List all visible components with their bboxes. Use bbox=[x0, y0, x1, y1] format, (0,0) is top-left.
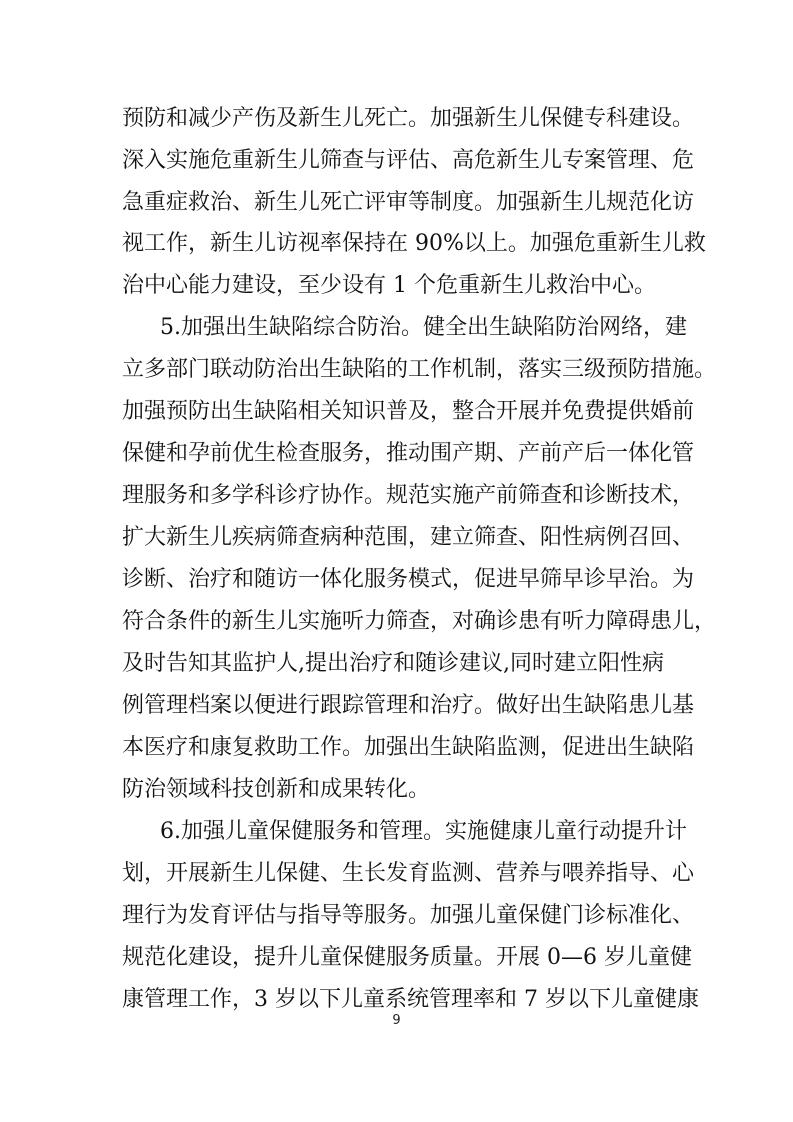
text-line-content: 6.加强儿童保健服务和管理。实施健康儿童行动提升计 bbox=[160, 819, 687, 844]
text-line bbox=[0, 604, 793, 640]
text-line bbox=[0, 772, 793, 808]
text-line bbox=[0, 436, 793, 472]
text-line bbox=[0, 562, 793, 598]
text-line bbox=[0, 310, 793, 346]
text-line bbox=[0, 814, 793, 850]
text-line-content: 例管理档案以便进行跟踪管理和治疗。做好出生缺陷患儿基 bbox=[122, 693, 695, 718]
text-line bbox=[0, 352, 793, 388]
text-line bbox=[0, 688, 793, 724]
text-line bbox=[0, 143, 793, 179]
text-line-content: 视工作，新生儿访视率保持在 90%以上。加强危重新生儿救 bbox=[122, 231, 706, 256]
text-line bbox=[0, 856, 793, 892]
text-line-content: 治中心能力建设，至少设有 1 个危重新生儿救治中心。 bbox=[122, 273, 656, 298]
text-line-content: 理服务和多学科诊疗协作。规范实施产前筛查和诊断技术， bbox=[122, 483, 695, 508]
text-line-content: 5.加强出生缺陷综合防治。健全出生缺陷防治网络，建 bbox=[160, 315, 687, 340]
text-line-content: 防治领域科技创新和成果转化。 bbox=[122, 777, 431, 802]
text-line bbox=[0, 226, 793, 262]
page-number: 9 bbox=[392, 1013, 401, 1028]
text-line-content: 本医疗和康复救助工作。加强出生缺陷监测，促进出生缺陷 bbox=[122, 735, 695, 760]
text-line bbox=[0, 478, 793, 514]
text-line bbox=[0, 898, 793, 934]
text-line bbox=[0, 730, 793, 766]
text-line-content: 康管理工作，3 岁以下儿童系统管理率和 7 岁以下儿童健康 bbox=[122, 987, 699, 1012]
text-line-content: 扩大新生儿疾病筛查病种范围，建立筛查、阳性病例召回、 bbox=[122, 525, 695, 550]
text-line-content: 划，开展新生儿保健、生长发育监测、营养与喂养指导、心 bbox=[122, 861, 695, 886]
text-line-content: 加强预防出生缺陷相关知识普及，整合开展并免费提供婚前 bbox=[122, 399, 695, 424]
text-line-content: 诊断、治疗和随访一体化服务模式，促进早筛早诊早治。为 bbox=[122, 567, 695, 592]
text-line bbox=[0, 268, 793, 304]
text-line bbox=[0, 101, 793, 137]
text-line-content: 急重症救治、新生儿死亡评审等制度。加强新生儿规范化访 bbox=[122, 190, 695, 215]
text-line-content: 预防和减少产伤及新生儿死亡。加强新生儿保健专科建设。 bbox=[122, 106, 695, 131]
text-line-content: 及时告知其监护人,提出治疗和随诊建议,同时建立阳性病 bbox=[122, 651, 664, 676]
text-line bbox=[0, 394, 793, 430]
text-line-content: 符合条件的新生儿实施听力筛查，对确诊患有听力障碍患儿， bbox=[122, 609, 717, 634]
text-line bbox=[0, 520, 793, 556]
text-line-content: 理行为发育评估与指导等服务。加强儿童保健门诊标准化、 bbox=[122, 903, 695, 928]
text-line-content: 规范化建设，提升儿童保健服务质量。开展 0—6 岁儿童健 bbox=[122, 945, 692, 970]
text-line-content: 深入实施危重新生儿筛查与评估、高危新生儿专案管理、危 bbox=[122, 148, 695, 173]
text-line-content: 保健和孕前优生检查服务，推动围产期、产前产后一体化管 bbox=[122, 441, 695, 466]
text-line-content: 立多部门联动防治出生缺陷的工作机制，落实三级预防措施。 bbox=[122, 357, 717, 382]
text-line bbox=[0, 940, 793, 976]
text-line bbox=[0, 185, 793, 221]
text-line bbox=[0, 646, 793, 682]
